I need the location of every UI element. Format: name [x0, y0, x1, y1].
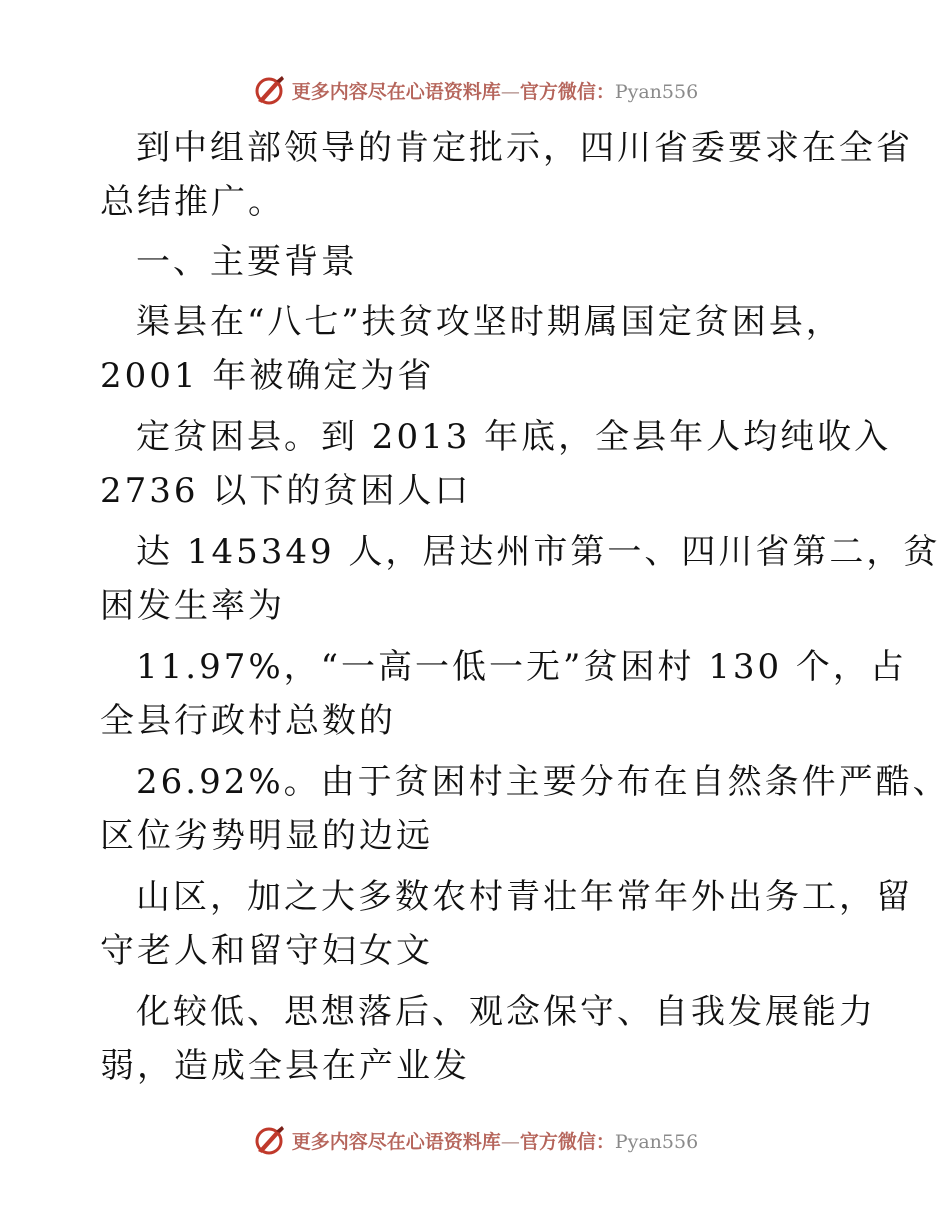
body-line: 定贫困县。到 2013 年底，全县年人均纯收入 — [136, 417, 892, 457]
brush-logo-icon — [252, 1123, 286, 1157]
banner-dash: — — [500, 80, 520, 103]
body-line: 化较低、思想落后、观念保守、自我发展能力 — [136, 992, 876, 1032]
header-banner — [0, 70, 950, 110]
banner-text — [292, 77, 698, 104]
banner-main-text: 更多内容尽在心语资料库 — [291, 80, 501, 103]
banner-text — [292, 1127, 698, 1154]
body-line: 到中组部领导的肯定批示，四川省委要求在全省 — [136, 128, 913, 168]
body-line: 区位劣势明显的边远 — [100, 816, 433, 856]
body-line: 2001 年被确定为省 — [100, 356, 435, 396]
body-line: 全县行政村总数的 — [100, 701, 396, 741]
banner-wechat-label: 官方微信： — [519, 80, 615, 103]
body-line: 26.92%。由于贫困村主要分布在自然条件严酷、 — [136, 762, 950, 802]
body-line: 困发生率为 — [100, 586, 285, 626]
banner-main-text: 更多内容尽在心语资料库 — [291, 1130, 501, 1153]
body-line: 11.97%，“一高一低一无”贫困村 130 个，占 — [136, 647, 907, 687]
banner-dash: — — [500, 1130, 520, 1153]
body-line: 2736 以下的贫困人口 — [100, 471, 472, 511]
banner-wechat-label: 官方微信： — [519, 1130, 615, 1153]
body-line: 达 145349 人，居达州市第一、四川省第二，贫 — [136, 532, 941, 572]
banner-wechat-id: Pyan556 — [614, 80, 699, 103]
footer-banner — [0, 1120, 950, 1160]
brush-logo-icon — [252, 73, 286, 107]
body-line: 渠县在“八七”扶贫攻坚时期属国定贫困县， — [136, 302, 843, 342]
body-line: 山区，加之大多数农村青壮年常年外出务工，留 — [136, 877, 913, 917]
body-line: 弱，造成全县在产业发 — [100, 1046, 470, 1086]
banner-wechat-id: Pyan556 — [614, 1130, 699, 1153]
section-heading: 一、主要背景 — [136, 242, 358, 282]
body-line: 守老人和留守妇女文 — [100, 931, 433, 971]
body-line: 总结推广。 — [100, 182, 285, 222]
